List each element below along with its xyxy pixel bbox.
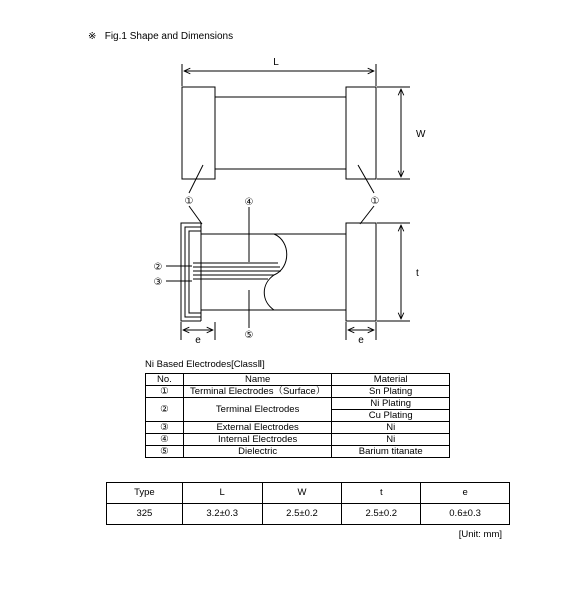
unit-note: [Unit: mm] <box>458 529 502 540</box>
label-l: L <box>273 57 279 68</box>
label-2: ② <box>153 262 163 273</box>
row-name: Terminal Electrodes <box>183 398 332 422</box>
side-view <box>181 223 376 321</box>
label-e-right: e <box>358 335 364 346</box>
table-row <box>146 434 450 446</box>
row-name: External Electrodes <box>183 422 332 434</box>
header-l: L <box>182 483 262 504</box>
cell-e: 0.6±0.3 <box>421 504 510 525</box>
row-no: ① <box>146 386 184 398</box>
row-name: Terminal Electrodes（Surface） <box>183 386 332 398</box>
row-material: Ni <box>332 434 450 446</box>
leader-1-side-right <box>360 206 374 224</box>
label-e-left: e <box>195 335 201 346</box>
dimension-w <box>377 87 410 179</box>
row-no: ⑤ <box>146 446 184 458</box>
header-name: Name <box>183 374 332 386</box>
row-material: Ni <box>332 422 450 434</box>
top-right-terminal <box>346 87 376 179</box>
header-w: W <box>262 483 342 504</box>
label-5: ⑤ <box>244 330 254 341</box>
row-name: Dielectric <box>183 446 332 458</box>
header-e: e <box>421 483 510 504</box>
table-row <box>146 422 450 434</box>
table-header-row <box>146 374 450 386</box>
top-view <box>182 87 376 179</box>
table-row <box>146 386 450 398</box>
row-material: Cu Plating <box>332 410 450 422</box>
table-row <box>107 504 510 525</box>
cell-t: 2.5±0.2 <box>342 504 421 525</box>
label-w: W <box>416 129 426 140</box>
top-left-terminal <box>182 87 215 179</box>
dimension-l <box>182 64 376 86</box>
table-row <box>146 446 450 458</box>
header-material: Material <box>332 374 450 386</box>
row-material: Ni Plating <box>332 398 450 410</box>
row-no: ③ <box>146 422 184 434</box>
row-no: ② <box>146 398 184 422</box>
header-t: t <box>342 483 421 504</box>
materials-table <box>145 373 450 458</box>
row-material: Barium titanate <box>332 446 450 458</box>
row-name: Internal Electrodes <box>183 434 332 446</box>
materials-caption: Ni Based Electrodes[ClassⅡ] <box>145 359 265 370</box>
row-no: ④ <box>146 434 184 446</box>
header-no: No. <box>146 374 184 386</box>
cell-type: 325 <box>107 504 183 525</box>
label-t: t <box>416 268 419 279</box>
header-type: Type <box>107 483 183 504</box>
label-1-left: ① <box>184 196 194 207</box>
figure-title: ※ Fig.1 Shape and Dimensions <box>88 31 234 42</box>
dimension-t <box>377 223 410 321</box>
cell-l: 3.2±0.3 <box>182 504 262 525</box>
label-4: ④ <box>244 197 254 208</box>
leader-1-side-left <box>189 206 202 224</box>
table-header-row <box>107 483 510 504</box>
table-row <box>146 398 450 410</box>
cell-w: 2.5±0.2 <box>262 504 342 525</box>
row-material: Sn Plating <box>332 386 450 398</box>
dimensions-table <box>106 482 510 525</box>
side-right-terminal <box>346 223 376 321</box>
label-3: ③ <box>153 277 163 288</box>
label-1-right: ① <box>370 196 380 207</box>
